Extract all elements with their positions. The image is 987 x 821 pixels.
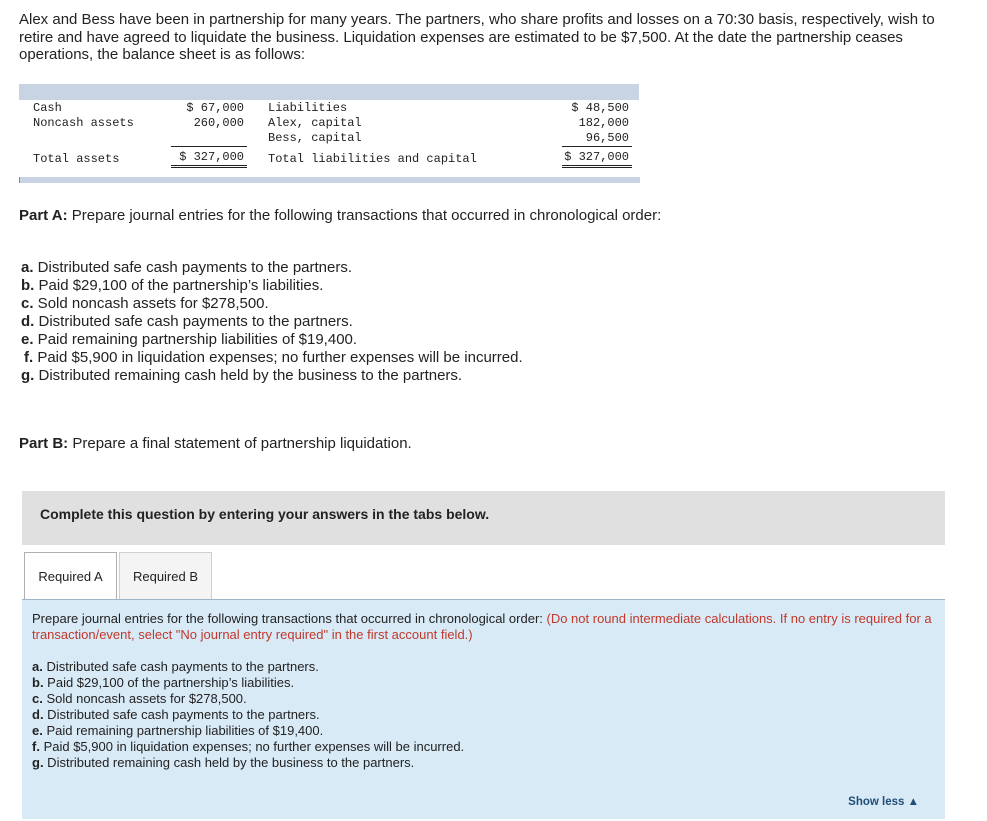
list-item xyxy=(21,295,523,313)
list-item xyxy=(21,313,523,331)
part-a-heading xyxy=(19,207,661,224)
balance-sheet-bottom-bar xyxy=(19,177,640,183)
item-text: Paid $29,100 of the partnership’s liabilities. xyxy=(43,675,295,690)
part-b-label: Part B: xyxy=(19,435,69,452)
assets-double-underline-2 xyxy=(171,167,247,168)
item-letter: d. xyxy=(32,707,44,722)
liabilities-value: $ 48,500 xyxy=(571,101,629,115)
item-text: Distributed remaining cash held by the business to the partners. xyxy=(34,367,463,384)
total-liabilities-capital-value: $ 327,000 xyxy=(564,150,629,164)
question-panel-header xyxy=(22,491,945,545)
cash-value: $ 67,000 xyxy=(186,101,244,115)
item-letter: e. xyxy=(32,723,43,738)
balance-sheet-top-bar xyxy=(19,84,639,100)
balance-sheet xyxy=(19,84,639,184)
item-text: Distributed safe cash payments to the partners. xyxy=(34,313,353,330)
capital-double-underline-1 xyxy=(562,165,632,166)
item-letter: c. xyxy=(32,691,43,706)
list-item xyxy=(32,723,464,739)
cash-label: Cash xyxy=(33,101,62,115)
bess-capital-value: 96,500 xyxy=(585,131,629,145)
transaction-list xyxy=(21,259,523,385)
item-letter: a. xyxy=(21,259,34,276)
tab-transaction-list xyxy=(32,659,464,771)
show-less-label: Show less xyxy=(848,796,905,808)
item-text: Sold noncash assets for $278,500. xyxy=(42,691,247,706)
tab-required-b[interactable]: Required B xyxy=(119,552,212,599)
item-letter: c. xyxy=(21,295,34,312)
capital-underline xyxy=(562,146,632,147)
alex-capital-label: Alex, capital xyxy=(268,116,362,130)
item-text: Paid remaining partnership liabilities of $19,400. xyxy=(33,331,358,348)
item-text: Sold noncash assets for $278,500. xyxy=(33,295,269,312)
part-a-text: Prepare journal entries for the following transactions that occurred in chronological order: xyxy=(67,207,662,224)
part-b-text: Prepare a final statement of partnership liquidation. xyxy=(68,435,412,452)
tab-content xyxy=(22,599,945,819)
instruction-text: Prepare journal entries for the following transactions that occurred in chronological order: xyxy=(32,611,547,626)
list-item xyxy=(32,659,464,675)
item-letter: g. xyxy=(32,755,44,770)
list-item xyxy=(32,755,464,771)
item-text: Distributed safe cash payments to the partners. xyxy=(43,707,320,722)
instruction-note: (Do not round intermediate calculations. If no entry is required for a transaction/event, select "No journal entry required" in the first account field.) xyxy=(32,611,932,642)
assets-double-underline-1 xyxy=(171,165,247,166)
item-text: Distributed safe cash payments to the partners. xyxy=(33,259,353,276)
list-item xyxy=(21,349,523,367)
item-letter: a. xyxy=(32,659,43,674)
item-text: Paid $5,900 in liquidation expenses; no further expenses will be incurred. xyxy=(33,349,523,366)
item-letter: f. xyxy=(24,349,34,366)
item-letter: b. xyxy=(32,675,44,690)
total-assets-label: Total assets xyxy=(33,152,120,166)
show-less-link[interactable] xyxy=(848,796,919,808)
problem-intro: Alex and Bess have been in partnership for many years. The partners, who share profits and losses on a 70:30 basis, respectively, wish to retire and have agreed to liquidate the business. Liquidation expenses are estimated to be $7,500. At the date the partnership ceases operations, the balance sheet is as follows: xyxy=(19,11,935,63)
list-item xyxy=(21,277,523,295)
instructions xyxy=(32,611,932,643)
list-item xyxy=(21,367,523,385)
triangle-up-icon: ▲ xyxy=(907,796,919,808)
item-letter: f. xyxy=(32,739,40,754)
item-letter: d. xyxy=(21,313,35,330)
total-liabilities-capital-label: Total liabilities and capital xyxy=(268,152,477,166)
alex-capital-value: 182,000 xyxy=(578,116,629,130)
item-letter: g. xyxy=(21,367,35,384)
liabilities-label: Liabilities xyxy=(268,101,348,115)
part-a-label: Part A: xyxy=(19,207,68,224)
tab-required-a[interactable]: Required A xyxy=(24,552,117,599)
list-item xyxy=(32,675,464,691)
item-letter: e. xyxy=(21,331,34,348)
assets-underline xyxy=(171,146,247,147)
panel-heading: Complete this question by entering your answers in the tabs below. xyxy=(40,506,490,522)
total-assets-value: $ 327,000 xyxy=(179,150,244,164)
capital-double-underline-2 xyxy=(562,167,632,168)
list-item xyxy=(32,707,464,723)
item-text: Paid $5,900 in liquidation expenses; no further expenses will be incurred. xyxy=(39,739,465,754)
noncash-label: Noncash assets xyxy=(33,116,134,130)
item-letter: b. xyxy=(21,277,35,294)
bess-capital-label: Bess, capital xyxy=(268,131,362,145)
item-text: Distributed safe cash payments to the partners. xyxy=(42,659,319,674)
item-text: Paid remaining partnership liabilities of $19,400. xyxy=(42,723,324,738)
noncash-value: 260,000 xyxy=(193,116,244,130)
list-item xyxy=(32,691,464,707)
part-b-heading xyxy=(19,435,412,452)
item-text: Paid $29,100 of the partnership’s liabilities. xyxy=(34,277,324,294)
item-text: Distributed remaining cash held by the business to the partners. xyxy=(43,755,415,770)
list-item xyxy=(32,739,464,755)
list-item xyxy=(21,259,523,277)
list-item xyxy=(21,331,523,349)
